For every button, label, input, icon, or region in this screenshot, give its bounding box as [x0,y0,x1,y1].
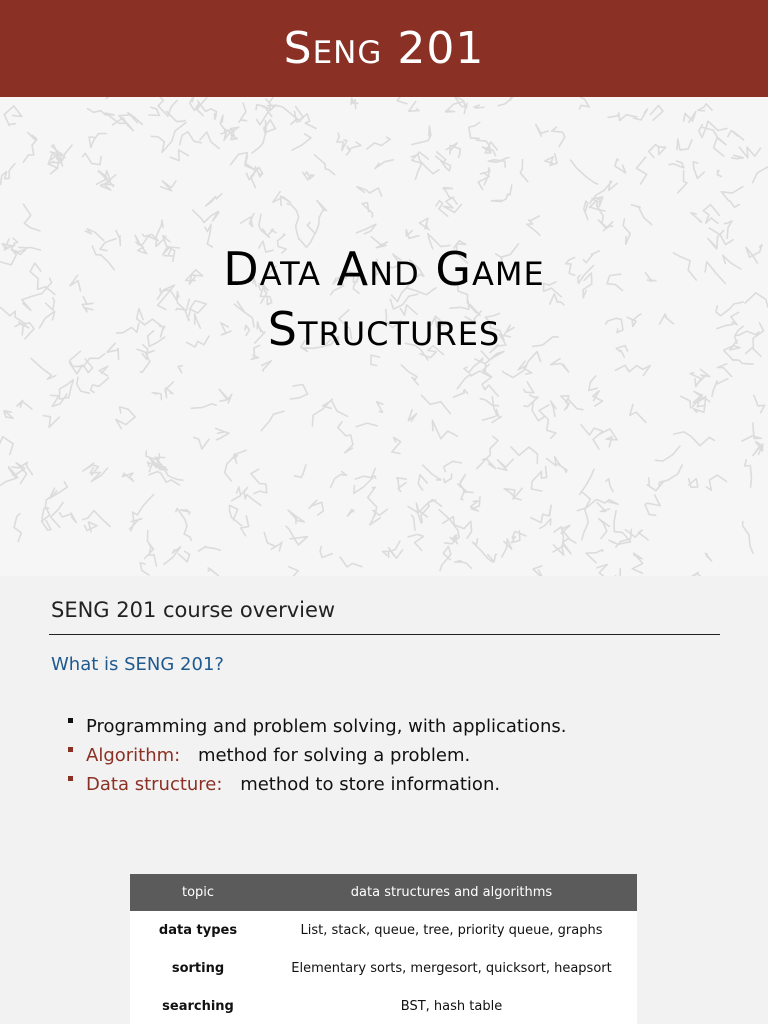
title-hero [0,97,768,576]
section-divider [49,634,720,635]
table-row [130,949,637,987]
bullet-text: method to store information. [240,774,501,795]
slide-title-line-2: Structures [267,302,501,356]
bullet-text: Programming and problem solving, with applications. [86,716,567,737]
table-header-topic: topic [130,874,266,911]
section-question: What is SENG 201? [51,654,224,675]
slide-header [0,0,768,97]
topics-table [130,874,637,1024]
table-cell-content: Elementary sorts, mergesort, quicksort, heapsort [291,960,612,976]
bullet-square-icon [68,718,73,723]
bullet-item [66,712,566,741]
table-cell-topic: searching [162,998,234,1014]
bullet-item [66,741,566,770]
section-title: SENG 201 course overview [51,598,336,622]
bullet-term: Data structure: [86,774,223,795]
table-header-algorithms: data structures and algorithms [266,874,637,911]
table-row [130,987,637,1024]
table-header-row [130,874,637,911]
bullet-text: method for solving a problem. [197,745,471,766]
bullet-term: Algorithm: [86,745,181,766]
bullet-square-icon [68,747,73,752]
bullet-square-icon [68,776,73,781]
bullet-list [66,712,566,799]
slide-title-line-1: Data And Game [223,242,545,296]
course-code-title: Seng 201 [283,23,485,74]
table-cell-content: List, stack, queue, tree, priority queue, graphs [300,922,603,938]
slide-title [0,239,768,359]
table-cell-content: BST, hash table [400,998,503,1014]
table-row [130,911,637,949]
table-cell-topic: sorting [171,960,225,976]
bullet-item [66,770,566,799]
table-cell-topic: data types [158,922,238,938]
